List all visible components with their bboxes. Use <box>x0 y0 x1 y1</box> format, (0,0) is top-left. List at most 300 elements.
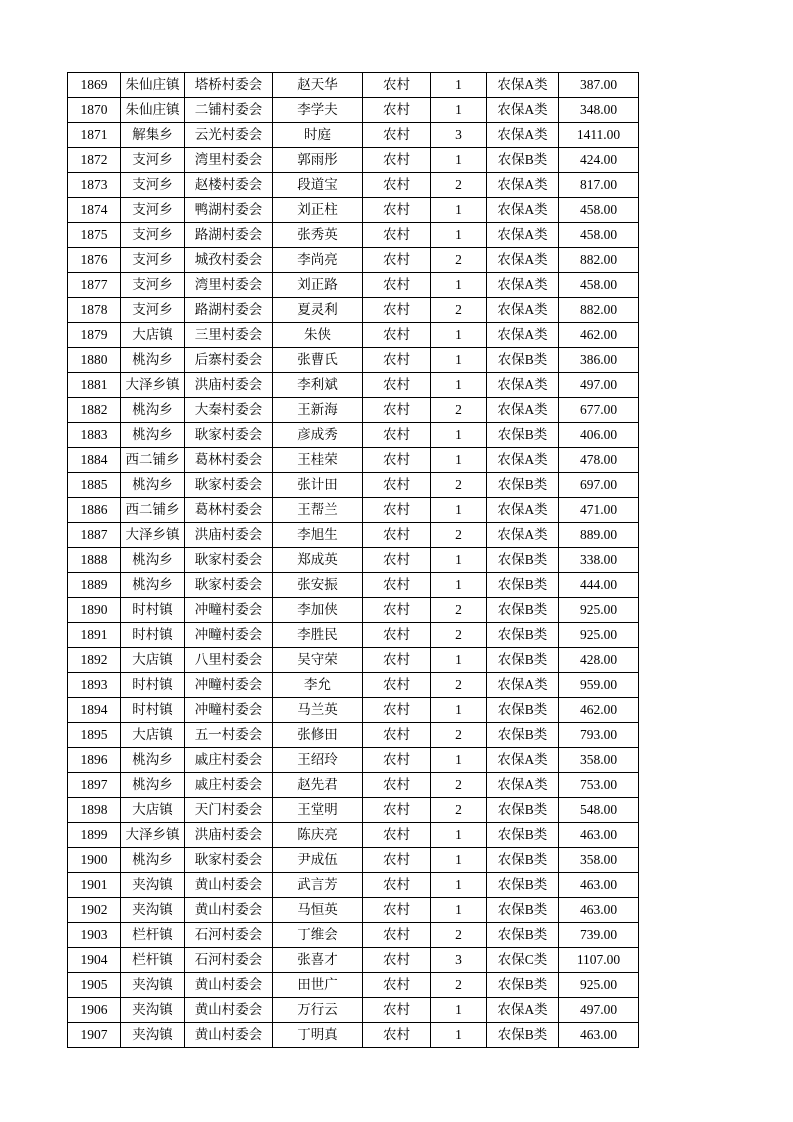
village-cell: 八里村委会 <box>185 648 273 673</box>
row-number-cell: 1901 <box>68 873 121 898</box>
person-count-cell: 2 <box>431 523 487 548</box>
village-cell: 冲疃村委会 <box>185 673 273 698</box>
amount-cell: 463.00 <box>559 873 639 898</box>
household-type-cell: 农村 <box>363 1023 431 1048</box>
town-cell: 支河乡 <box>121 248 185 273</box>
town-cell: 桃沟乡 <box>121 573 185 598</box>
town-cell: 支河乡 <box>121 173 185 198</box>
village-cell: 洪庙村委会 <box>185 823 273 848</box>
row-number-cell: 1873 <box>68 173 121 198</box>
table-row <box>68 873 639 898</box>
person-name-cell: 时庭 <box>273 123 363 148</box>
table-row <box>68 648 639 673</box>
insurance-category-cell: 农保A类 <box>487 223 559 248</box>
household-type-cell: 农村 <box>363 673 431 698</box>
person-name-cell: 王桂荣 <box>273 448 363 473</box>
person-count-cell: 2 <box>431 673 487 698</box>
person-name-cell: 李加侠 <box>273 598 363 623</box>
table-row <box>68 423 639 448</box>
insurance-category-cell: 农保B类 <box>487 698 559 723</box>
table-row <box>68 998 639 1023</box>
amount-cell: 348.00 <box>559 98 639 123</box>
household-type-cell: 农村 <box>363 448 431 473</box>
household-type-cell: 农村 <box>363 623 431 648</box>
row-number-cell: 1891 <box>68 623 121 648</box>
table-row <box>68 598 639 623</box>
village-cell: 黄山村委会 <box>185 973 273 998</box>
insurance-category-cell: 农保B类 <box>487 598 559 623</box>
person-count-cell: 1 <box>431 873 487 898</box>
amount-cell: 753.00 <box>559 773 639 798</box>
village-cell: 三里村委会 <box>185 323 273 348</box>
person-count-cell: 1 <box>431 648 487 673</box>
town-cell: 大店镇 <box>121 648 185 673</box>
insurance-category-cell: 农保A类 <box>487 273 559 298</box>
town-cell: 支河乡 <box>121 148 185 173</box>
row-number-cell: 1875 <box>68 223 121 248</box>
person-name-cell: 李胜民 <box>273 623 363 648</box>
row-number-cell: 1880 <box>68 348 121 373</box>
village-cell: 石河村委会 <box>185 923 273 948</box>
person-name-cell: 张安振 <box>273 573 363 598</box>
town-cell: 大泽乡镇 <box>121 373 185 398</box>
person-name-cell: 张计田 <box>273 473 363 498</box>
person-count-cell: 1 <box>431 348 487 373</box>
town-cell: 桃沟乡 <box>121 848 185 873</box>
town-cell: 时村镇 <box>121 598 185 623</box>
household-type-cell: 农村 <box>363 823 431 848</box>
table-row <box>68 773 639 798</box>
row-number-cell: 1905 <box>68 973 121 998</box>
table-row <box>68 298 639 323</box>
household-type-cell: 农村 <box>363 323 431 348</box>
insurance-category-cell: 农保A类 <box>487 198 559 223</box>
insurance-category-cell: 农保B类 <box>487 873 559 898</box>
village-cell: 天门村委会 <box>185 798 273 823</box>
insurance-category-cell: 农保B类 <box>487 798 559 823</box>
person-count-cell: 1 <box>431 898 487 923</box>
village-cell: 耿家村委会 <box>185 548 273 573</box>
insurance-category-cell: 农保B类 <box>487 623 559 648</box>
household-type-cell: 农村 <box>363 348 431 373</box>
person-name-cell: 王帮兰 <box>273 498 363 523</box>
insurance-category-cell: 农保B类 <box>487 973 559 998</box>
row-number-cell: 1898 <box>68 798 121 823</box>
table-row <box>68 473 639 498</box>
insurance-category-cell: 农保C类 <box>487 948 559 973</box>
person-name-cell: 王新海 <box>273 398 363 423</box>
amount-cell: 463.00 <box>559 1023 639 1048</box>
person-name-cell: 田世广 <box>273 973 363 998</box>
row-number-cell: 1897 <box>68 773 121 798</box>
person-count-cell: 1 <box>431 848 487 873</box>
person-name-cell: 张曹氏 <box>273 348 363 373</box>
person-count-cell: 1 <box>431 73 487 98</box>
village-cell: 冲疃村委会 <box>185 698 273 723</box>
amount-cell: 925.00 <box>559 598 639 623</box>
row-number-cell: 1903 <box>68 923 121 948</box>
household-type-cell: 农村 <box>363 523 431 548</box>
table-row <box>68 573 639 598</box>
person-count-cell: 1 <box>431 698 487 723</box>
insurance-category-cell: 农保A类 <box>487 673 559 698</box>
insurance-category-cell: 农保A类 <box>487 448 559 473</box>
person-count-cell: 2 <box>431 598 487 623</box>
town-cell: 大店镇 <box>121 723 185 748</box>
person-count-cell: 1 <box>431 373 487 398</box>
row-number-cell: 1885 <box>68 473 121 498</box>
insurance-category-cell: 农保B类 <box>487 923 559 948</box>
village-cell: 戚庄村委会 <box>185 748 273 773</box>
insurance-category-cell: 农保B类 <box>487 423 559 448</box>
row-number-cell: 1878 <box>68 298 121 323</box>
row-number-cell: 1900 <box>68 848 121 873</box>
table-body <box>68 73 639 1048</box>
table-row <box>68 98 639 123</box>
village-cell: 湾里村委会 <box>185 273 273 298</box>
town-cell: 夹沟镇 <box>121 898 185 923</box>
household-type-cell: 农村 <box>363 648 431 673</box>
amount-cell: 793.00 <box>559 723 639 748</box>
person-name-cell: 武言芳 <box>273 873 363 898</box>
row-number-cell: 1886 <box>68 498 121 523</box>
person-name-cell: 尹成伍 <box>273 848 363 873</box>
row-number-cell: 1871 <box>68 123 121 148</box>
insurance-category-cell: 农保A类 <box>487 173 559 198</box>
village-cell: 黄山村委会 <box>185 998 273 1023</box>
person-count-cell: 2 <box>431 173 487 198</box>
person-count-cell: 3 <box>431 948 487 973</box>
village-cell: 戚庄村委会 <box>185 773 273 798</box>
household-type-cell: 农村 <box>363 698 431 723</box>
household-type-cell: 农村 <box>363 98 431 123</box>
person-count-cell: 1 <box>431 148 487 173</box>
household-type-cell: 农村 <box>363 298 431 323</box>
table-row <box>68 448 639 473</box>
village-cell: 耿家村委会 <box>185 423 273 448</box>
row-number-cell: 1882 <box>68 398 121 423</box>
person-count-cell: 1 <box>431 98 487 123</box>
household-type-cell: 农村 <box>363 748 431 773</box>
village-cell: 冲疃村委会 <box>185 623 273 648</box>
row-number-cell: 1869 <box>68 73 121 98</box>
row-number-cell: 1872 <box>68 148 121 173</box>
town-cell: 朱仙庄镇 <box>121 98 185 123</box>
insurance-category-cell: 农保B类 <box>487 648 559 673</box>
amount-cell: 1411.00 <box>559 123 639 148</box>
amount-cell: 739.00 <box>559 923 639 948</box>
person-count-cell: 1 <box>431 198 487 223</box>
person-count-cell: 2 <box>431 623 487 648</box>
household-type-cell: 农村 <box>363 398 431 423</box>
person-count-cell: 1 <box>431 1023 487 1048</box>
insurance-category-cell: 农保A类 <box>487 73 559 98</box>
insurance-category-cell: 农保A类 <box>487 523 559 548</box>
row-number-cell: 1889 <box>68 573 121 598</box>
row-number-cell: 1890 <box>68 598 121 623</box>
household-type-cell: 农村 <box>363 473 431 498</box>
row-number-cell: 1904 <box>68 948 121 973</box>
person-count-cell: 2 <box>431 723 487 748</box>
person-count-cell: 1 <box>431 223 487 248</box>
amount-cell: 458.00 <box>559 273 639 298</box>
person-name-cell: 张喜才 <box>273 948 363 973</box>
table-row <box>68 323 639 348</box>
person-count-cell: 1 <box>431 448 487 473</box>
person-name-cell: 郭雨彤 <box>273 148 363 173</box>
household-type-cell: 农村 <box>363 148 431 173</box>
amount-cell: 697.00 <box>559 473 639 498</box>
amount-cell: 677.00 <box>559 398 639 423</box>
row-number-cell: 1902 <box>68 898 121 923</box>
household-type-cell: 农村 <box>363 973 431 998</box>
amount-cell: 444.00 <box>559 573 639 598</box>
household-type-cell: 农村 <box>363 923 431 948</box>
household-type-cell: 农村 <box>363 498 431 523</box>
amount-cell: 358.00 <box>559 848 639 873</box>
household-type-cell: 农村 <box>363 898 431 923</box>
person-count-cell: 2 <box>431 473 487 498</box>
table-row <box>68 198 639 223</box>
table-row <box>68 348 639 373</box>
village-cell: 黄山村委会 <box>185 898 273 923</box>
village-cell: 黄山村委会 <box>185 1023 273 1048</box>
table-row <box>68 398 639 423</box>
table-row <box>68 923 639 948</box>
village-cell: 耿家村委会 <box>185 573 273 598</box>
household-type-cell: 农村 <box>363 223 431 248</box>
table-row <box>68 273 639 298</box>
village-cell: 冲疃村委会 <box>185 598 273 623</box>
row-number-cell: 1906 <box>68 998 121 1023</box>
records-table <box>67 72 639 1048</box>
person-count-cell: 1 <box>431 573 487 598</box>
person-name-cell: 陈庆亮 <box>273 823 363 848</box>
household-type-cell: 农村 <box>363 598 431 623</box>
person-name-cell: 吴守荣 <box>273 648 363 673</box>
village-cell: 葛林村委会 <box>185 448 273 473</box>
table-row <box>68 798 639 823</box>
table-row <box>68 248 639 273</box>
insurance-category-cell: 农保B类 <box>487 848 559 873</box>
insurance-category-cell: 农保A类 <box>487 298 559 323</box>
household-type-cell: 农村 <box>363 998 431 1023</box>
household-type-cell: 农村 <box>363 273 431 298</box>
table-row <box>68 848 639 873</box>
insurance-category-cell: 农保A类 <box>487 773 559 798</box>
village-cell: 大秦村委会 <box>185 398 273 423</box>
amount-cell: 458.00 <box>559 198 639 223</box>
row-number-cell: 1899 <box>68 823 121 848</box>
person-count-cell: 1 <box>431 323 487 348</box>
amount-cell: 471.00 <box>559 498 639 523</box>
table-row <box>68 73 639 98</box>
amount-cell: 386.00 <box>559 348 639 373</box>
household-type-cell: 农村 <box>363 548 431 573</box>
table-row <box>68 498 639 523</box>
person-name-cell: 丁明真 <box>273 1023 363 1048</box>
amount-cell: 462.00 <box>559 323 639 348</box>
table-row <box>68 673 639 698</box>
town-cell: 朱仙庄镇 <box>121 73 185 98</box>
insurance-category-cell: 农保B类 <box>487 348 559 373</box>
household-type-cell: 农村 <box>363 773 431 798</box>
insurance-category-cell: 农保A类 <box>487 998 559 1023</box>
town-cell: 栏杆镇 <box>121 923 185 948</box>
insurance-category-cell: 农保B类 <box>487 473 559 498</box>
row-number-cell: 1870 <box>68 98 121 123</box>
village-cell: 耿家村委会 <box>185 848 273 873</box>
town-cell: 时村镇 <box>121 673 185 698</box>
town-cell: 支河乡 <box>121 298 185 323</box>
town-cell: 夹沟镇 <box>121 973 185 998</box>
household-type-cell: 农村 <box>363 848 431 873</box>
person-count-cell: 2 <box>431 248 487 273</box>
town-cell: 夹沟镇 <box>121 998 185 1023</box>
row-number-cell: 1893 <box>68 673 121 698</box>
row-number-cell: 1892 <box>68 648 121 673</box>
village-cell: 耿家村委会 <box>185 473 273 498</box>
person-count-cell: 2 <box>431 773 487 798</box>
row-number-cell: 1887 <box>68 523 121 548</box>
town-cell: 大泽乡镇 <box>121 823 185 848</box>
row-number-cell: 1881 <box>68 373 121 398</box>
insurance-category-cell: 农保B类 <box>487 823 559 848</box>
person-name-cell: 丁维会 <box>273 923 363 948</box>
town-cell: 桃沟乡 <box>121 748 185 773</box>
village-cell: 洪庙村委会 <box>185 523 273 548</box>
person-name-cell: 万行云 <box>273 998 363 1023</box>
village-cell: 赵楼村委会 <box>185 173 273 198</box>
town-cell: 支河乡 <box>121 223 185 248</box>
row-number-cell: 1879 <box>68 323 121 348</box>
town-cell: 桃沟乡 <box>121 423 185 448</box>
village-cell: 城孜村委会 <box>185 248 273 273</box>
person-name-cell: 段道宝 <box>273 173 363 198</box>
insurance-category-cell: 农保A类 <box>487 248 559 273</box>
amount-cell: 387.00 <box>559 73 639 98</box>
town-cell: 解集乡 <box>121 123 185 148</box>
table-row <box>68 948 639 973</box>
table-row <box>68 973 639 998</box>
person-name-cell: 赵先君 <box>273 773 363 798</box>
amount-cell: 358.00 <box>559 748 639 773</box>
town-cell: 桃沟乡 <box>121 398 185 423</box>
insurance-category-cell: 农保A类 <box>487 98 559 123</box>
household-type-cell: 农村 <box>363 573 431 598</box>
town-cell: 栏杆镇 <box>121 948 185 973</box>
table-row <box>68 823 639 848</box>
town-cell: 支河乡 <box>121 198 185 223</box>
person-count-cell: 1 <box>431 548 487 573</box>
person-name-cell: 马恒英 <box>273 898 363 923</box>
town-cell: 桃沟乡 <box>121 773 185 798</box>
person-name-cell: 王堂明 <box>273 798 363 823</box>
village-cell: 五一村委会 <box>185 723 273 748</box>
table-row <box>68 123 639 148</box>
household-type-cell: 农村 <box>363 423 431 448</box>
table-row <box>68 898 639 923</box>
insurance-category-cell: 农保B类 <box>487 148 559 173</box>
insurance-category-cell: 农保A类 <box>487 498 559 523</box>
village-cell: 湾里村委会 <box>185 148 273 173</box>
amount-cell: 428.00 <box>559 648 639 673</box>
amount-cell: 424.00 <box>559 148 639 173</box>
town-cell: 桃沟乡 <box>121 548 185 573</box>
amount-cell: 406.00 <box>559 423 639 448</box>
table-row <box>68 523 639 548</box>
person-name-cell: 马兰英 <box>273 698 363 723</box>
village-cell: 塔桥村委会 <box>185 73 273 98</box>
village-cell: 黄山村委会 <box>185 873 273 898</box>
town-cell: 夹沟镇 <box>121 1023 185 1048</box>
person-name-cell: 李允 <box>273 673 363 698</box>
person-name-cell: 张秀英 <box>273 223 363 248</box>
insurance-category-cell: 农保B类 <box>487 1023 559 1048</box>
village-cell: 后寨村委会 <box>185 348 273 373</box>
insurance-category-cell: 农保B类 <box>487 898 559 923</box>
insurance-category-cell: 农保A类 <box>487 373 559 398</box>
row-number-cell: 1894 <box>68 698 121 723</box>
household-type-cell: 农村 <box>363 198 431 223</box>
town-cell: 支河乡 <box>121 273 185 298</box>
person-name-cell: 李旭生 <box>273 523 363 548</box>
amount-cell: 882.00 <box>559 248 639 273</box>
amount-cell: 959.00 <box>559 673 639 698</box>
table-row <box>68 748 639 773</box>
amount-cell: 463.00 <box>559 823 639 848</box>
row-number-cell: 1874 <box>68 198 121 223</box>
household-type-cell: 农村 <box>363 248 431 273</box>
town-cell: 夹沟镇 <box>121 873 185 898</box>
person-count-cell: 1 <box>431 273 487 298</box>
amount-cell: 889.00 <box>559 523 639 548</box>
person-count-cell: 1 <box>431 998 487 1023</box>
person-name-cell: 王绍玲 <box>273 748 363 773</box>
household-type-cell: 农村 <box>363 73 431 98</box>
insurance-category-cell: 农保A类 <box>487 398 559 423</box>
amount-cell: 548.00 <box>559 798 639 823</box>
household-type-cell: 农村 <box>363 873 431 898</box>
village-cell: 二铺村委会 <box>185 98 273 123</box>
village-cell: 鸭湖村委会 <box>185 198 273 223</box>
row-number-cell: 1907 <box>68 1023 121 1048</box>
insurance-category-cell: 农保A类 <box>487 123 559 148</box>
row-number-cell: 1888 <box>68 548 121 573</box>
town-cell: 西二铺乡 <box>121 498 185 523</box>
household-type-cell: 农村 <box>363 723 431 748</box>
amount-cell: 925.00 <box>559 973 639 998</box>
town-cell: 大店镇 <box>121 323 185 348</box>
town-cell: 桃沟乡 <box>121 348 185 373</box>
amount-cell: 463.00 <box>559 898 639 923</box>
village-cell: 云光村委会 <box>185 123 273 148</box>
table-row <box>68 373 639 398</box>
village-cell: 路湖村委会 <box>185 223 273 248</box>
town-cell: 西二铺乡 <box>121 448 185 473</box>
row-number-cell: 1884 <box>68 448 121 473</box>
person-name-cell: 刘正路 <box>273 273 363 298</box>
amount-cell: 462.00 <box>559 698 639 723</box>
row-number-cell: 1877 <box>68 273 121 298</box>
insurance-category-cell: 农保A类 <box>487 748 559 773</box>
table-row <box>68 173 639 198</box>
household-type-cell: 农村 <box>363 123 431 148</box>
person-count-cell: 2 <box>431 923 487 948</box>
person-name-cell: 赵天华 <box>273 73 363 98</box>
table-row <box>68 148 639 173</box>
person-count-cell: 2 <box>431 798 487 823</box>
